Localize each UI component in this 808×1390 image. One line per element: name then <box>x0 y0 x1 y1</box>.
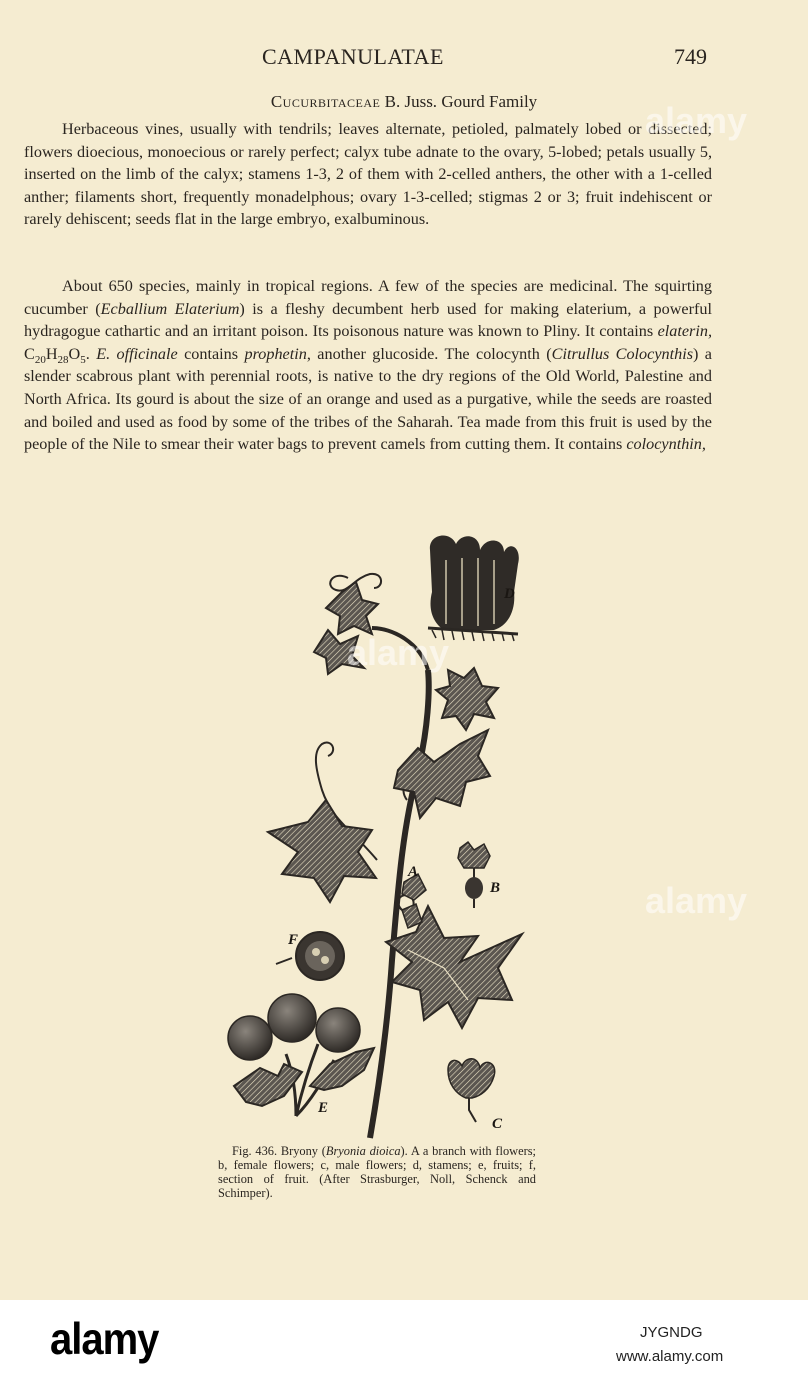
watermark-top: alamy <box>645 100 748 141</box>
bryony-figure <box>222 530 542 1142</box>
site-url[interactable]: www.alamy.com <box>616 1348 724 1365</box>
page-number: 749 <box>674 44 707 69</box>
caption-italic-bryonia: Bryonia dioica <box>325 1144 401 1158</box>
caption-text-2: ). A a branch with flowers; b, female flowers; c, male flowers; d, stamens; e, fruits; f, section of fruit. (After Strasburger, Noll, Schenck and Schimper). <box>218 1144 536 1200</box>
figure-caption <box>218 1144 536 1200</box>
leaf-left <box>268 800 376 902</box>
p2-italic-colocynthin: colocynthin, <box>626 435 706 454</box>
watermark-center: alamy <box>347 632 450 673</box>
male-flower-detail <box>448 1059 495 1122</box>
p2-italic-citrullus: Citrullus Colocynthis <box>551 344 693 363</box>
paragraph-2-text <box>24 275 712 456</box>
family-authority: B. Juss. <box>380 92 442 111</box>
figure-label-e: E <box>318 1100 329 1116</box>
paragraph-uses <box>24 275 712 456</box>
figure-label-f: F <box>288 932 299 948</box>
p2-text-2: ) is a fleshy decumbent herb used for making elaterium, a powerful hydragogue cathartic and an irritant poison. Its poisonous nature was known to Pliny. It contains <box>24 299 712 341</box>
caption-text-1: Fig. 436. Bryony ( <box>232 1144 326 1158</box>
female-flower-detail <box>458 842 490 908</box>
brand-logo: alamy <box>50 1315 159 1365</box>
running-title: CAMPANULATAE <box>262 44 444 69</box>
running-head <box>0 44 808 70</box>
figure-label-c: C <box>492 1116 503 1132</box>
p2-italic-prophetin: prophetin <box>244 344 307 363</box>
formula-h: H <box>45 344 58 363</box>
paragraph-description <box>24 118 712 231</box>
p2-text-5: , another glucoside. The colocynth ( <box>306 344 552 363</box>
family-name: Cucurbitaceae <box>270 92 381 111</box>
p2-text-6: ) a slender scabrous plant with perennial roots, is native to the dry regions of the Old World, Palestine and North Africa. Its gourd is about the size of an orange and used as a purgative, while the seeds are roasted and boiled and used as food by some of the tribes of the Saharah. Tea made from this fruit is used by the people of the Nile to smear their water bags to prevent camels from cutting them. It contains <box>24 344 712 454</box>
leaf-upper-right <box>436 668 498 730</box>
bryony-illustration <box>222 530 542 1142</box>
formula-o-sub: 5 <box>80 354 86 367</box>
image-id: JYGNDG <box>640 1324 703 1341</box>
figure-label-a: A <box>408 864 419 880</box>
formula-c: C <box>24 344 35 363</box>
p2-text-3: . <box>85 344 97 363</box>
family-common-name: Gourd Family <box>441 92 538 111</box>
paragraph-1-text: Herbaceous vines, usually with tendrils; leaves alternate, petioled, palmately lobed or dissected; flowers dioecious, monoecious or rarely perfect; calyx tube adnate to the ovary, 5-lobed; petals usually 5, inserted on the limb of the calyx; stamens 1-3, 2 of them with 2-celled anthers, the other with a 1-celled anther; filaments short, frequently monadelphous; ovary 1-3-celled; stigmas 2 or 3; fruit indehiscent or rarely dehiscent; seeds flat in the large embryo, exalbuminous. <box>24 120 712 229</box>
stock-footer <box>0 1300 808 1390</box>
p2-text-4: contains <box>177 344 245 363</box>
p2-italic-ecballium: Ecballium Elaterium <box>100 299 240 318</box>
p2-italic-elaterin: elaterin, <box>657 322 712 341</box>
figure-label-d: D <box>504 586 515 602</box>
formula-h-sub: 28 <box>57 354 69 367</box>
figure-label-b: B <box>490 880 501 896</box>
chemical-formula <box>24 344 86 367</box>
p2-italic-e-officinale: E. officinale <box>96 344 178 363</box>
formula-c-sub: 20 <box>34 354 46 367</box>
p2-text-1: About 650 species, mainly in tropical regions. A few of the species are medicinal. The squirting cucumber ( <box>24 277 712 318</box>
fruit-cluster-detail <box>228 994 374 1116</box>
formula-o: O <box>68 344 81 363</box>
fruit-section-detail <box>276 932 344 980</box>
watermark-right: alamy <box>645 880 748 921</box>
